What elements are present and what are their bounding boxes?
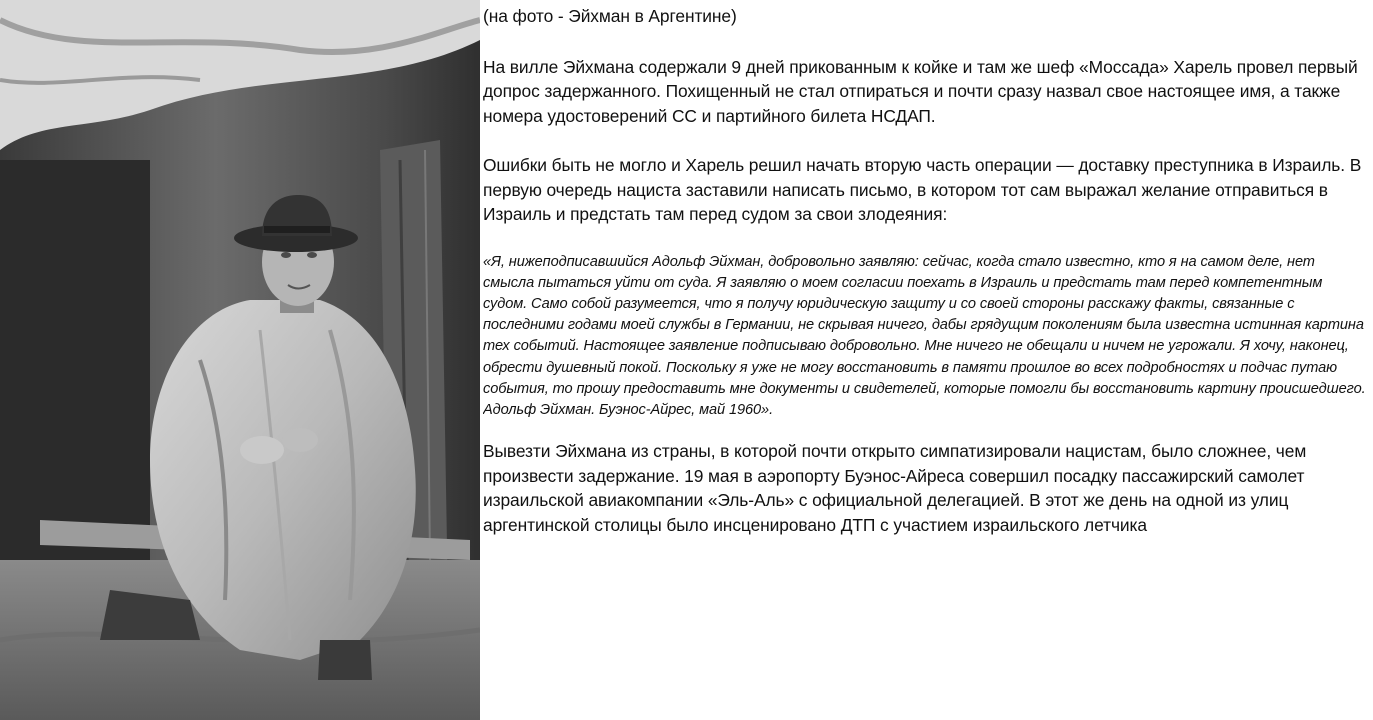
letter-quote: «Я, нижеподписавшийся Адольф Эйхман, добровольно заявляю: сейчас, когда стало известно, кто я на самом деле, нет смысла пытаться уйти от суда. Я заявляю о моем согласии поехать в Израиль и предстать там перед компетентным судом. Само собой разумеется, что я получу юридическую защиту и со своей стороны расскажу факты, связанные с последними годами моей службы в Германии, не скрывая ничего, дабы грядущим поколениям была известна истинная картина тех событий. Настоящее заявление подписываю добровольно. Мне ничего не обещали и ничем не угрожали. Я хочу, наконец, обрести душевный покой. Поскольку я уже не могу восстановить в памяти прошлое во всех подробностях и подчас путаю события, то прошу предоставить мне документы и свидетелей, которые помогли бы восстановить картину происшедшего. Адольф Эйхман. Буэнос-Айрес, май 1960». (483, 253, 1366, 418)
article (483, 4, 1367, 718)
portrait-photo-icon (0, 0, 480, 720)
photo-caption: (на фото - Эйхман в Аргентине) (483, 6, 737, 26)
paragraph-escape: Вывезти Эйхмана из страны, в которой почти открыто симпатизировали нацистам, было сложнее, чем произвести задержание. 19 мая в аэропорту Буэнос-Айреса совершил посадку пассажирский самолет израильской авиакомпании «Эль-Аль» с официальной делегацией. В этот же день на одной из улиц аргентинской столицы было инсценировано ДТП с участием израильского летчика (483, 441, 1307, 535)
paragraph-arrest: На вилле Эйхмана содержали 9 дней прикованным к койке и там же шеф «Моссада» Харель провел первый допрос задержанного. Похищенный не стал отпираться и почти сразу назвал свое настоящее имя, а также номера удостоверений СС и партийного билета НСДАП. (483, 56, 1358, 126)
photo (0, 0, 480, 720)
paragraph-operation: Ошибки быть не могло и Харель решил начать вторую часть операции — доставку преступника в Израиль. В первую очередь нациста заставили написать письмо, в котором тот сам выражал желание отправиться в Израиль и предстать там перед судом за свои злодеяния: (483, 155, 1362, 224)
